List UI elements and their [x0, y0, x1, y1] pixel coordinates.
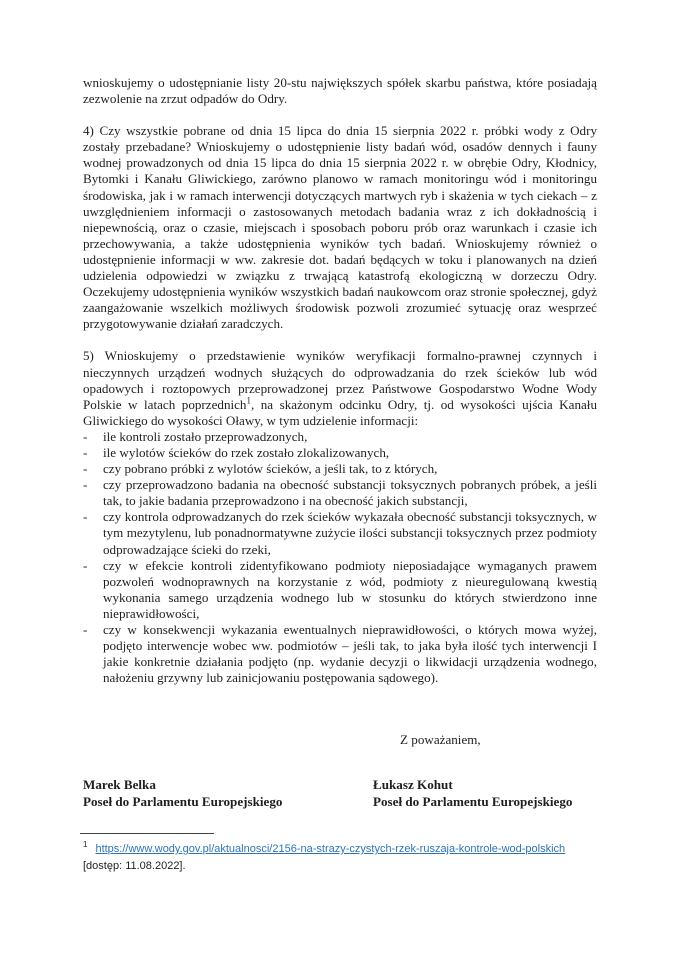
dash-bullet: -	[83, 428, 88, 444]
list-item	[83, 509, 597, 557]
footnote-link[interactable]: https://www.wody.gov.pl/aktualnosci/2156-na-strazy-czystych-rzek-ruszaja-kontrole-wod-polskich	[95, 843, 566, 856]
list-item-text: czy kontrola odprowadzanych do rzek ścieków wykazała obecność substancji toksycznych, w tym mezytylenu, lub ponadnormatywne zużycie ilości substancji toksycznych przez podmioty odprowadzające ścieki do rzeki,	[103, 509, 597, 557]
continuation-paragraph: wnioskujemy o udostępnianie listy 20-stu największych spółek skarbu państwa, które posiadają zezwolenie na zrzut odpadów do Odry.	[83, 75, 597, 107]
list-item	[83, 622, 597, 686]
dash-bullet: -	[83, 557, 88, 573]
list-item-text: czy w efekcie kontroli zidentyfikowano podmioty nieposiadające wymaganych prawem pozwoleń wodnoprawnych na korzystanie z wód, podmioty z nieuregulowaną kwestią wykonania samego urządzenia wodnego lub w stosunku do których stwierdzono inne nieprawidłowości,	[103, 557, 597, 621]
signatory-name: Łukasz Kohut	[373, 777, 453, 793]
signature-block-lukasz-kohut	[373, 776, 597, 810]
dash-bullet: -	[83, 477, 88, 493]
footnote-reference-mark: 1	[246, 395, 251, 406]
signatory-title: Poseł do Parlamentu Europejskiego	[83, 794, 283, 810]
footnote-separator	[80, 833, 214, 834]
footnote-access-date: [dostęp: 11.08.2022].	[83, 860, 186, 873]
dash-bullet: -	[83, 622, 88, 637]
information-request-list	[83, 429, 597, 687]
dash-bullet: -	[83, 461, 88, 477]
paragraph-5-intro	[83, 348, 597, 428]
list-item	[83, 429, 597, 445]
list-item	[83, 445, 597, 461]
dash-bullet: -	[83, 509, 88, 525]
signatory-title: Poseł do Parlamentu Europejskiego	[373, 794, 573, 810]
dash-bullet: -	[83, 444, 88, 460]
signature-block-marek-belka	[83, 776, 373, 810]
signature-row	[83, 776, 597, 810]
signatory-name: Marek Belka	[83, 777, 156, 793]
list-item-text: czy przeprowadzono badania na obecność substancji toksycznych pobranych próbek, a jeśli tak, to jakie badania przeprowadzono i na obecność jakich substancji,	[103, 477, 597, 509]
list-item-text: ile kontroli zostało przeprowadzonych,	[103, 428, 308, 444]
list-item-text: czy pobrano próbki z wylotów ścieków, a jeśli tak, to z których,	[103, 461, 438, 477]
paragraph-5-text-before-ref: 5) Wnioskujemy o przedstawienie wyników weryfikacji formalno-prawnej czynnych i nieczynnych urządzeń wodnych służących do odprowadzania do rzek ścieków lub wód opadowych i roztopowych przeprowadzonej przez Państwowe Gospodarstwo Wodne Wody Polskie w latach poprzednich	[83, 348, 597, 412]
list-item	[83, 477, 597, 509]
footnote	[83, 841, 597, 875]
list-item	[83, 558, 597, 622]
footnote-marker: 1	[83, 840, 88, 850]
paragraph-5-text-after-ref: , na skażonym odcinku Odry, tj. od wysokości ujścia Kanału Gliwickiego do wysokości Oławy, w tym udzielenie informacji:	[83, 396, 597, 428]
letter-body	[83, 75, 597, 875]
closing-salutation: Z poważaniem,	[400, 732, 481, 748]
list-item-text: czy w konsekwencji wykazania ewentualnych nieprawidłowości, o których mowa wyżej, podjęto interwencje wobec ww. podmiotów – jeśli tak, to jaka była ilość tych interwencji I jakie konkretnie działania podjęto (np. wydanie decyzji o likwidacji urządzenia wodnego, nałożeniu grzywny lub zainicjowaniu postępowania sądowego).	[103, 622, 597, 686]
list-item	[83, 461, 597, 477]
paragraph-4: 4) Czy wszystkie pobrane od dnia 15 lipca do dnia 15 sierpnia 2022 r. próbki wody z Odry zostały przebadane? Wnioskujemy o udostępnienie listy badań wód, osadów dennych i fauny wodnej prowadzonych od dnia 15 lipca do dnia 15 sierpnia 2022 r. w obrębie Odry, Kłodnicy, Bytomki i Kanału Gliwickiego, zarówno planowo w ramach monitoringu wód i monitoringu środowiska, jak i w ramach interwencji dotyczących martwych ryb i skażenia w tych ciekach – z uwzględnieniem informacji o zastosowanych metodach badania wraz z ich dokładnością i niepewnością, oraz o czasie, miejscach i sposobach poboru prób oraz warunkach i czasie ich przechowywania, a także udostępnienia wyników tych badań. Wnioskujemy również o udostępnienie informacji w ww. zakresie dot. badań będących w toku i planowanych na dzień udzielenia odpowiedzi w związku z trwającą katastrofą ekologiczną w dorzeczu Odry. Oczekujemy udostępnienia wyników wszystkich badań naukowcom oraz stronie społecznej, gdyż zaangażowanie wszelkich możliwych środowisk pozwoli zrozumieć sytuację oraz wesprzeć przygotowywanie działań zaradczych.	[83, 123, 597, 332]
list-item-text: ile wylotów ścieków do rzek zostało zlokalizowanych,	[103, 444, 390, 460]
